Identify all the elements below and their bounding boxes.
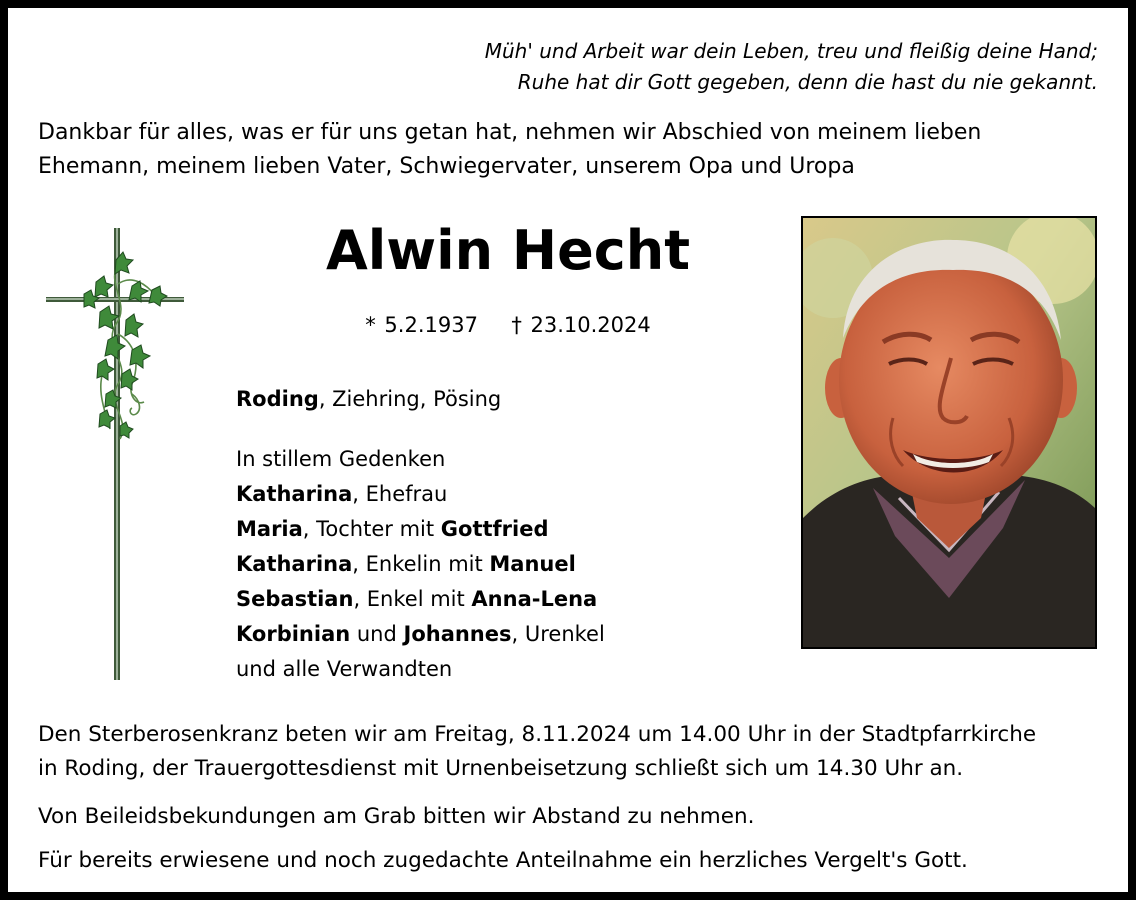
mourner-partner: Manuel (489, 552, 576, 576)
places-line (236, 384, 501, 414)
mourner-partner: Johannes (403, 622, 512, 646)
intro-line-1: Dankbar für alles, was er für uns getan hat, nehmen wir Abschied von meinem lieben (38, 120, 982, 145)
birth-date: 5.2.1937 (384, 313, 478, 337)
ivy-cross-icon (36, 224, 186, 686)
portrait-photo (801, 216, 1097, 649)
motto-verse (485, 36, 1098, 98)
mourner-name: Katharina (236, 552, 353, 576)
mourner-row (236, 617, 605, 652)
rosary-line-1: Den Sterberosenkranz beten wir am Freitag, 8.11.2024 um 14.00 Uhr in der Stadtpfarrkirche (38, 722, 1037, 747)
mourner-row (236, 477, 605, 512)
mourner-row (236, 512, 605, 547)
mourner-role: und (350, 622, 404, 646)
rosary-line-2: in Roding, der Trauergottesdienst mit Urnenbeisetzung schließt sich um 14.30 Uhr an. (38, 756, 964, 781)
birth-symbol: * (365, 313, 376, 337)
mourners-closing: und alle Verwandten (236, 657, 453, 681)
mourners-heading: In stillem Gedenken (236, 447, 446, 471)
mourner-suffix: , Urenkel (511, 622, 605, 646)
motto-line-1: Müh' und Arbeit war dein Leben, treu und fleißig deine Hand; (484, 39, 1098, 63)
mourner-row (236, 582, 605, 617)
place-rest: , Ziehring, Pösing (318, 387, 502, 411)
thanks-notice: Für bereits erwiesene und noch zugedachte Anteilnahme ein herzliches Vergelt's Gott. (38, 848, 968, 873)
portrait-image (803, 218, 1095, 647)
intro-text (38, 116, 1098, 184)
death-date: 23.10.2024 (530, 313, 651, 337)
mourner-name: Maria (236, 517, 303, 541)
motto-line-2: Ruhe hat dir Gott gegeben, denn die hast du nie gekannt. (517, 70, 1098, 94)
mourners-list (236, 442, 605, 687)
place-main: Roding (236, 387, 319, 411)
deceased-name: Alwin Hecht (325, 219, 691, 282)
mourner-role: , Enkel mit (353, 587, 472, 611)
mourner-name: Katharina (236, 482, 353, 506)
mourner-name: Sebastian (236, 587, 354, 611)
mourner-role: , Ehefrau (352, 482, 448, 506)
life-dates (308, 310, 708, 340)
rosary-notice (38, 718, 1118, 786)
mourner-partner: Anna-Lena (471, 587, 598, 611)
mourner-row (236, 547, 605, 582)
mourner-role: , Tochter mit (302, 517, 441, 541)
mourner-partner: Gottfried (440, 517, 549, 541)
death-symbol: † (511, 313, 522, 337)
intro-line-2: Ehemann, meinem lieben Vater, Schwiegervater, unserem Opa und Uropa (38, 154, 855, 179)
service-notices (38, 718, 1118, 878)
mourner-role: , Enkelin mit (352, 552, 490, 576)
mourner-name: Korbinian (236, 622, 351, 646)
condolences-notice: Von Beileidsbekundungen am Grab bitten wir Abstand zu nehmen. (38, 804, 755, 829)
